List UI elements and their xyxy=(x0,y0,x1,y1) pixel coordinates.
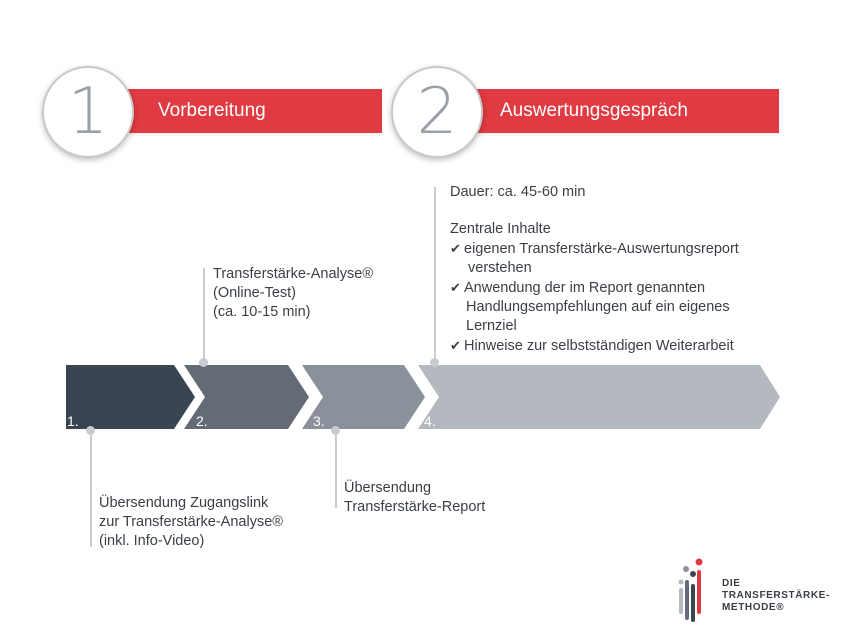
logo-line-2: TRANSFERSTÄRKE- xyxy=(722,590,830,601)
link-note xyxy=(99,494,283,551)
logo-line-3: METHODE® xyxy=(722,602,785,613)
phase-1-number: 1 xyxy=(42,66,134,158)
link-line-1: Übersendung Zugangslink xyxy=(99,495,269,511)
gespraech-note xyxy=(450,183,739,356)
content-item-3-line-1: Hinweise zur selbstständigen Weiterarbeit xyxy=(464,338,734,354)
report-line-1: Übersendung xyxy=(344,480,432,496)
report-note xyxy=(344,479,485,517)
content-item-1-line-1: eigenen Transferstärke-Auswertungsreport xyxy=(464,241,739,257)
logo-line-1: DIE xyxy=(722,578,741,589)
step-2-label: 2. xyxy=(196,413,208,429)
phase-1-bar xyxy=(120,89,382,133)
connector-step-3 xyxy=(335,432,337,508)
analysis-line-1: Transferstärke-Analyse® xyxy=(213,266,374,282)
content-item-2-line-2: Handlungsempfehlungen auf ein eigenes xyxy=(466,299,730,315)
logo-text xyxy=(722,578,830,614)
phase-2-bar xyxy=(462,89,779,133)
content-item-2-line-1: Anwendung der im Report genannten xyxy=(464,280,706,296)
content-item-1 xyxy=(450,239,739,278)
connector-dot-step-2 xyxy=(199,358,208,367)
check-icon: ✔ xyxy=(450,338,461,353)
analysis-line-2: (Online-Test) xyxy=(213,285,296,301)
contents-heading: Zentrale Inhalte xyxy=(450,221,551,237)
connector-step-4 xyxy=(434,187,436,364)
connector-step-2 xyxy=(203,268,205,364)
phase-2-number: 2 xyxy=(391,66,483,158)
step-1-label: 1. xyxy=(67,413,79,429)
phase-1-label: Vorbereitung xyxy=(158,100,266,121)
check-icon: ✔ xyxy=(450,241,461,256)
content-item-1-line-2: verstehen xyxy=(468,260,532,276)
duration-text: Dauer: ca. 45-60 min xyxy=(450,184,586,200)
connector-dot-step-4 xyxy=(430,358,439,367)
analysis-note xyxy=(213,265,373,322)
arrow-step-4 xyxy=(418,365,780,429)
analysis-line-3: (ca. 10-15 min) xyxy=(213,304,311,320)
link-line-3: (inkl. Info-Video) xyxy=(99,533,205,549)
link-line-2: zur Transferstärke-Analyse® xyxy=(99,514,283,530)
arrow-step-1 xyxy=(66,365,195,429)
content-item-2 xyxy=(450,278,739,336)
report-line-2: Transferstärke-Report xyxy=(344,499,486,515)
content-item-2-line-3: Lernziel xyxy=(466,318,517,334)
phase-2-label: Auswertungsgespräch xyxy=(500,100,688,121)
process-arrows xyxy=(0,360,846,440)
content-item-3 xyxy=(450,336,739,356)
connector-step-1 xyxy=(90,432,92,547)
step-4-label: 4. xyxy=(424,413,436,429)
check-icon: ✔ xyxy=(450,280,461,295)
step-3-label: 3. xyxy=(313,413,325,429)
logo-mark xyxy=(676,556,706,626)
